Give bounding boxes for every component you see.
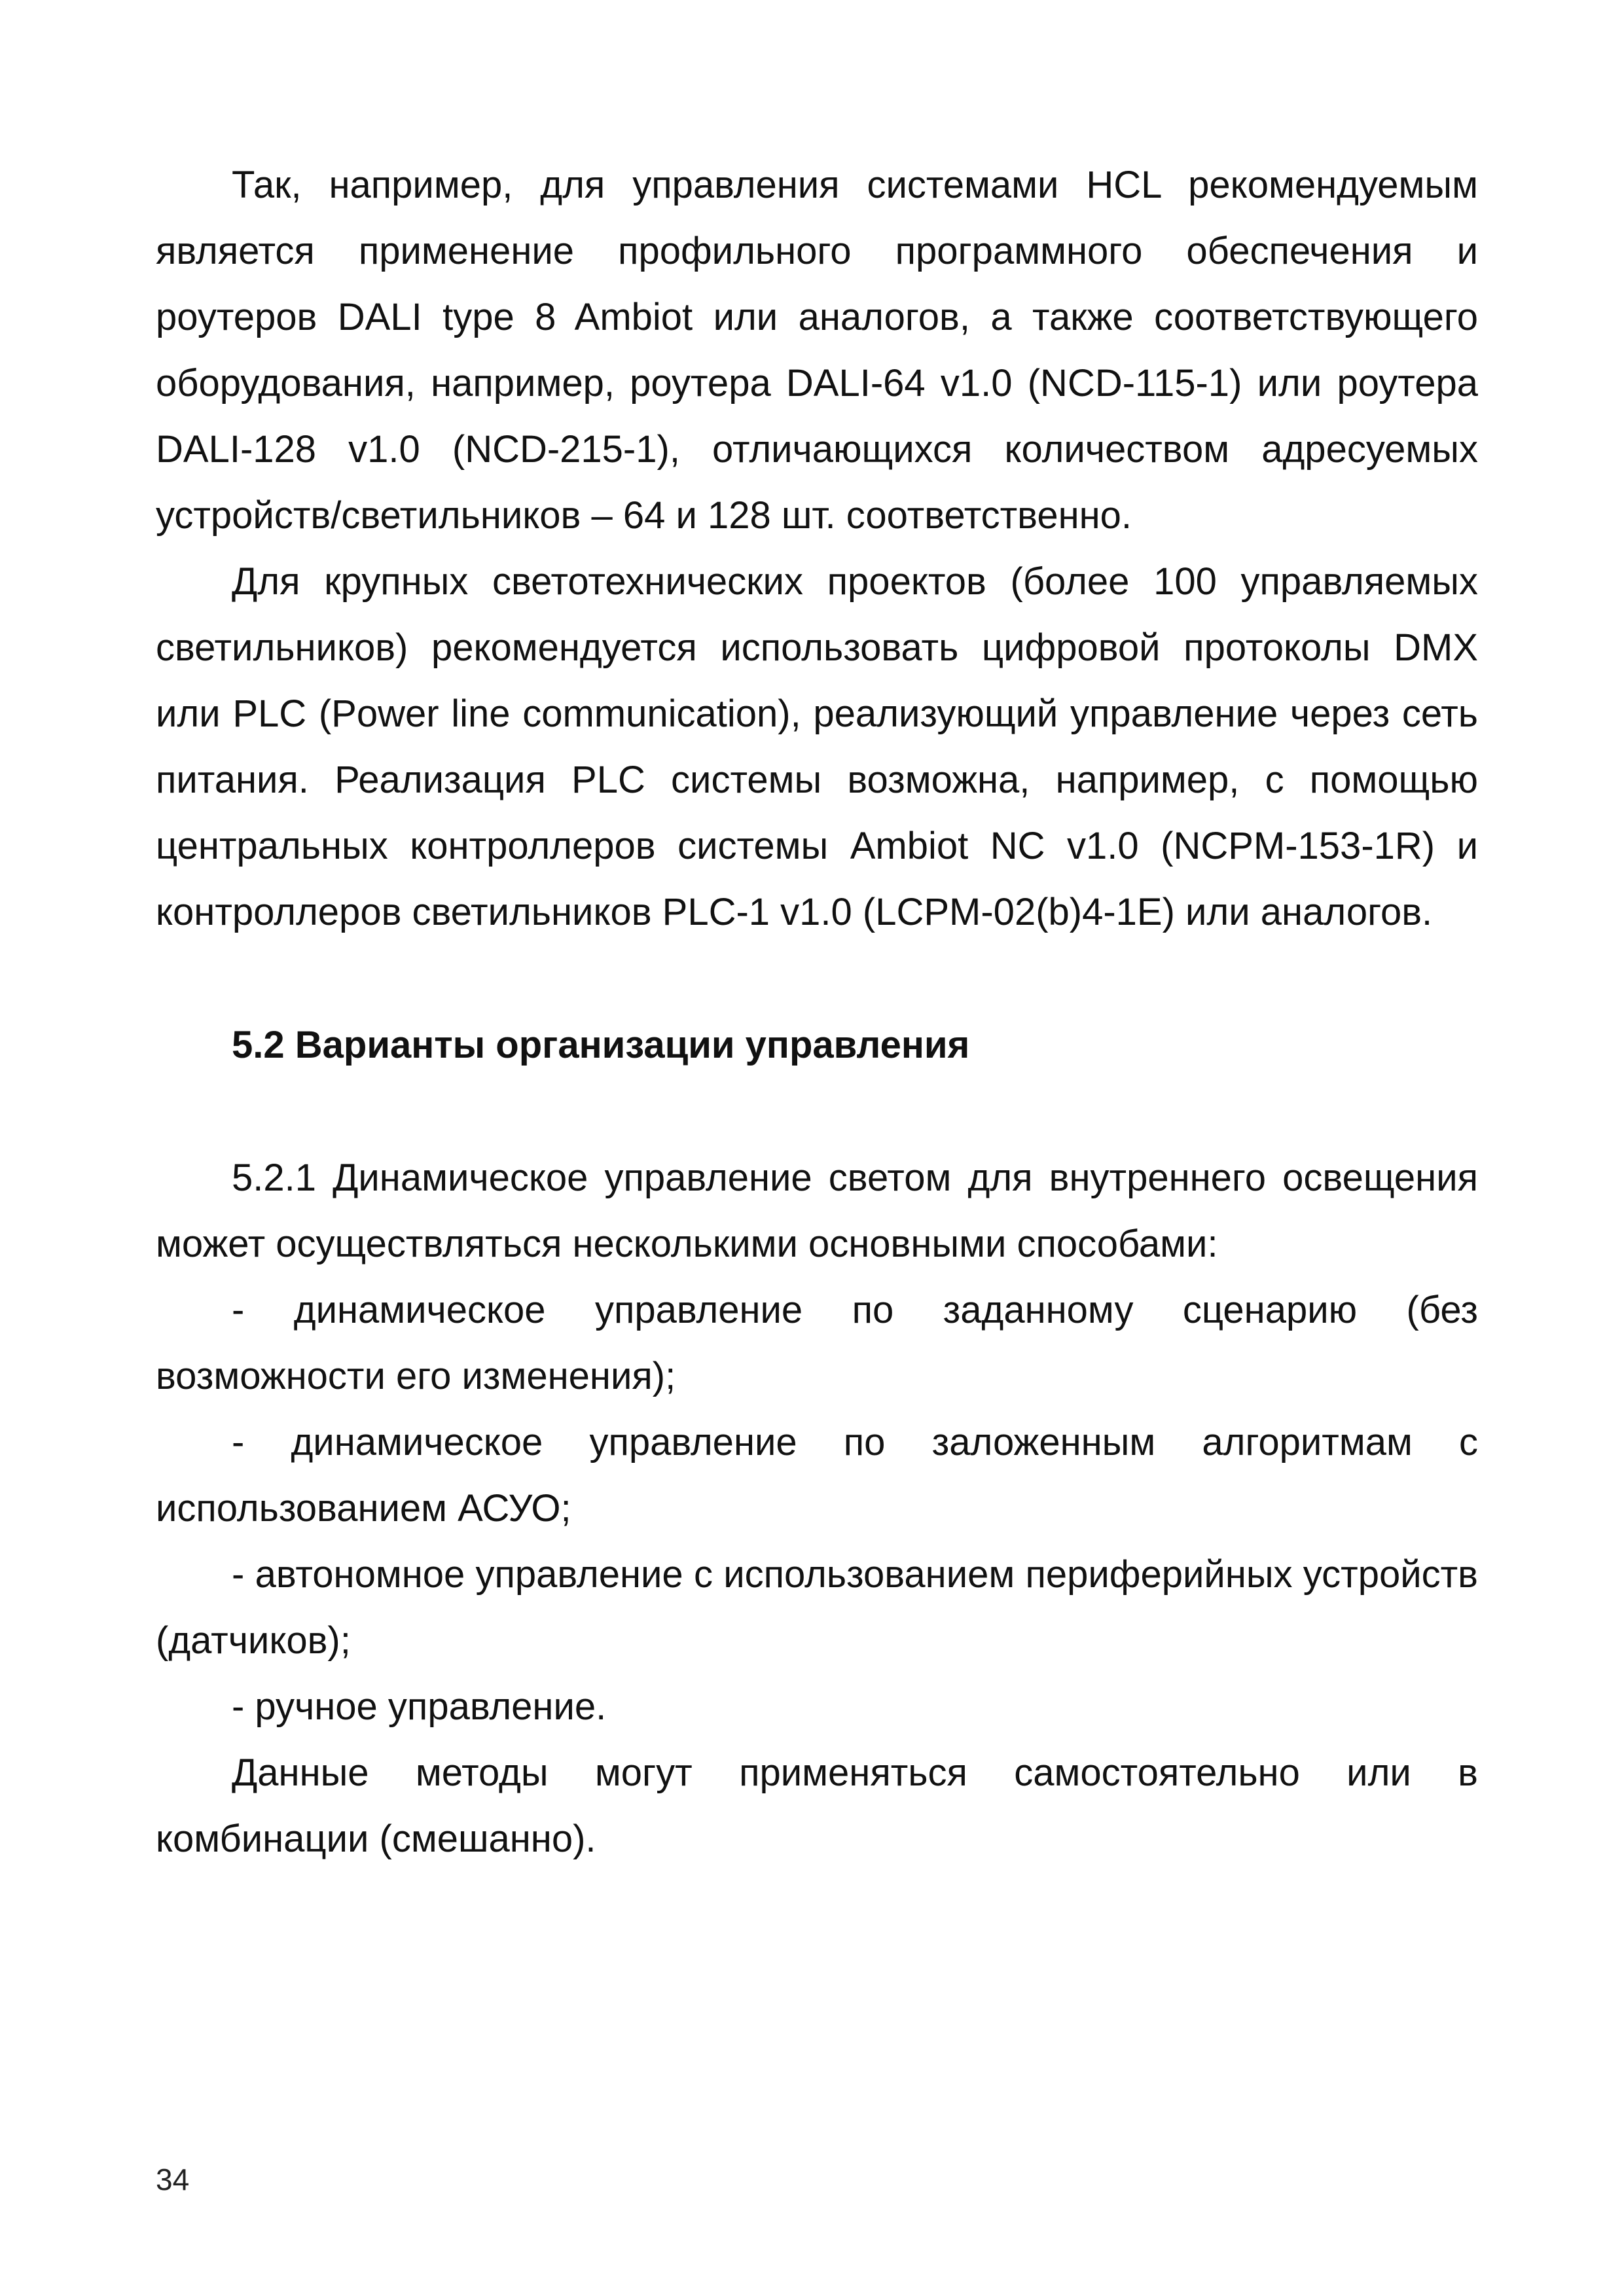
page-number: 34 (156, 2162, 190, 2197)
spacer (156, 1078, 1478, 1145)
section-heading: 5.2 Варианты организации управления (232, 1024, 970, 1066)
list-item-autonomous: - автономное управление с использованием периферийных устройств (датчиков); (156, 1553, 1478, 1662)
list-item-manual: - ручное управление. (232, 1685, 607, 1728)
spacer (156, 945, 1478, 1012)
page-body (156, 152, 1478, 1872)
list-item-algorithms: - динамическое управление по заложенным алгоритмам с использованием АСУО; (156, 1421, 1478, 1530)
paragraph-hcl-routers: Так, например, для управления системами HCL рекомендуемым является применение профильного программного обеспечения и роутеров DALI type 8 Ambiot или аналогов, а также соответствующего оборудования, например, роутера DALI-64 v1.0 (NCD-115-1) или роутера DALI-128 v1.0 (NCD-215-1), отличающихся количеством адресуемых устройств/светильников – 64 и 128 шт. соответственно. (156, 164, 1478, 537)
paragraph-methods-combination: Данные методы могут применяться самостоятельно или в комбинации (смешанно). (156, 1751, 1478, 1860)
paragraph-large-projects: Для крупных светотехнических проектов (более 100 управляемых светильников) рекомендуется использовать цифровой протоколы DMX или PLC (Power line communication), реализующий управление через сеть питания. Реализация PLC системы возможна, например, с помощью центральных контроллеров системы Ambiot NC v1.0 (NCPM-153-1R) и контроллеров светильников PLC-1 v1.0 (LCPM-02(b)4-1E) или аналогов. (156, 560, 1478, 933)
list-item-scenario: - динамическое управление по заданному сценарию (без возможности его изменения); (156, 1289, 1478, 1397)
paragraph-dynamic-control-intro: 5.2.1 Динамическое управление светом для внутреннего освещения может осуществляться несколькими основными способами: (156, 1157, 1478, 1265)
